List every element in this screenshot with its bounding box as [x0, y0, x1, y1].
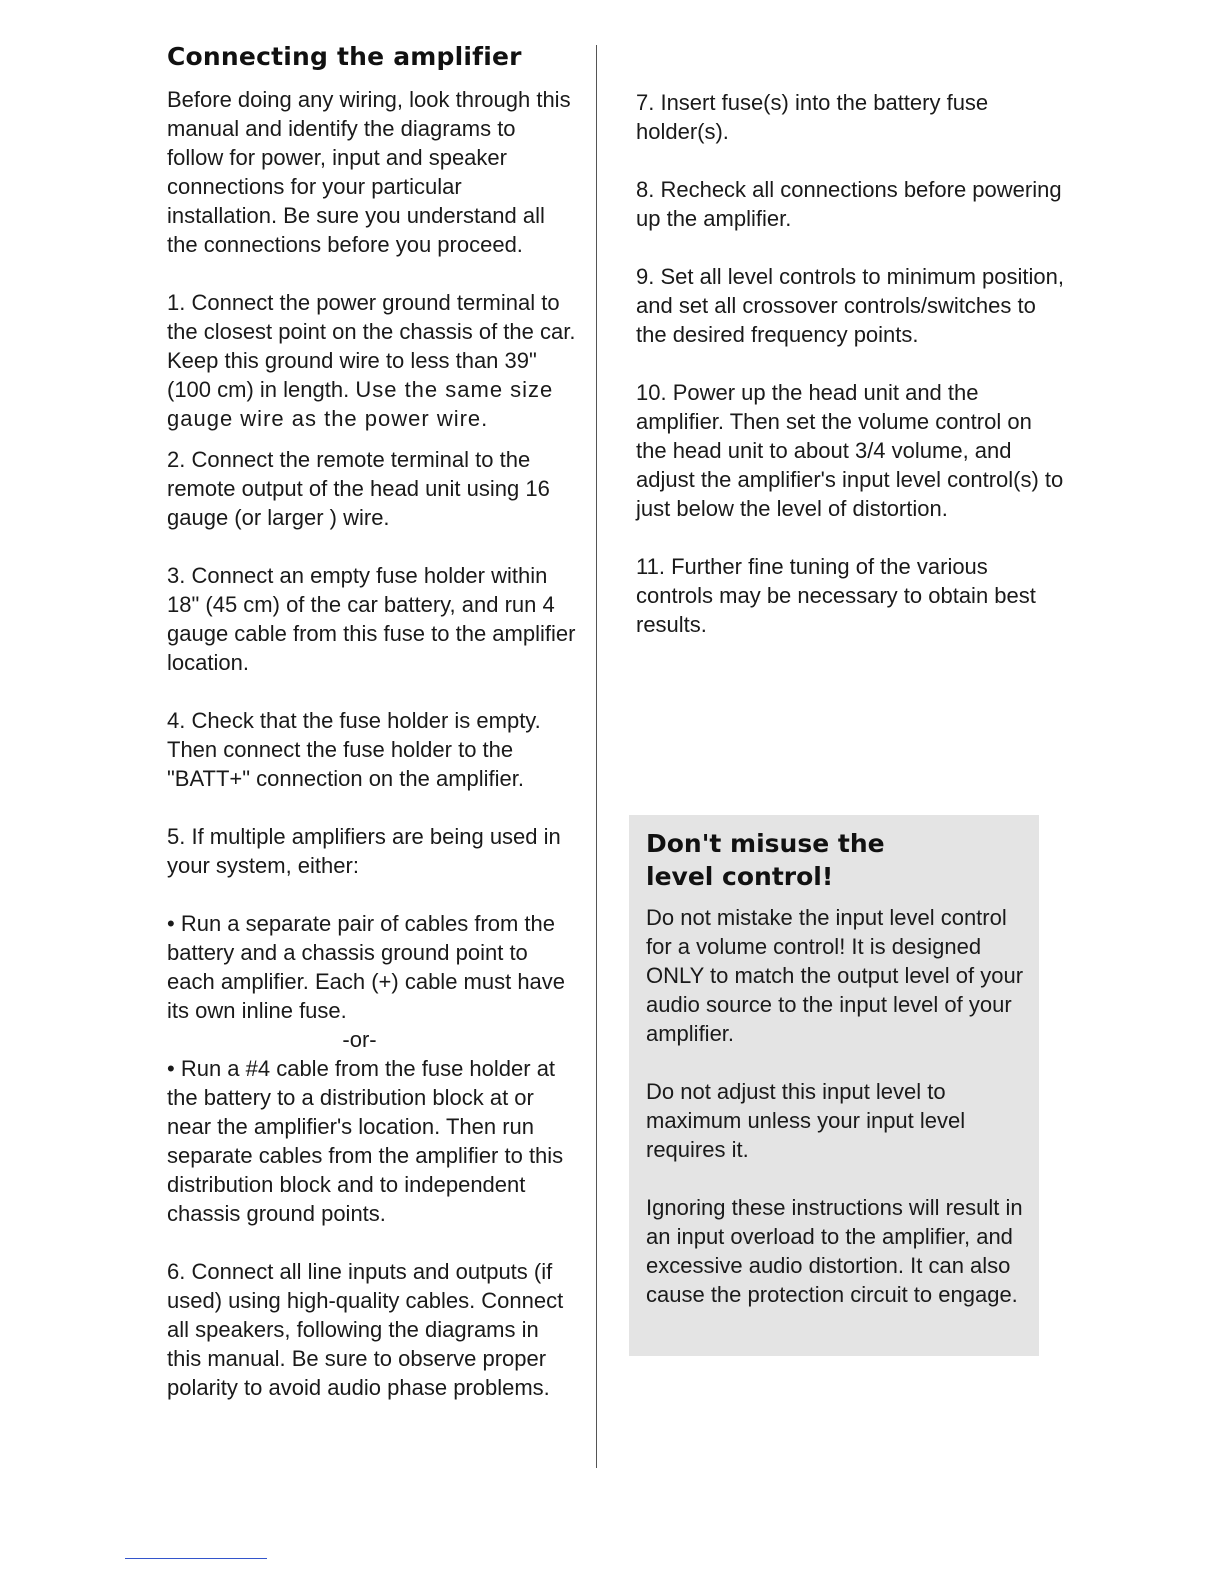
bullet-option-1: • Run a separate pair of cables from the battery and a chassis ground point to each amplifier. Each (+) cable must have its own inline fuse.: [167, 911, 566, 1023]
step-9: 9. Set all level controls to minimum position, and set all crossover controls/switches to the desired frequency points.: [636, 264, 1064, 347]
step-1: [167, 288, 577, 433]
step-4: 4. Check that the fuse holder is empty. Then connect the fuse holder to the "BATT+" connection on the amplifier.: [167, 708, 541, 791]
step-2: 2. Connect the remote terminal to the remote output of the head unit using 16 gauge (or larger ) wire.: [167, 447, 550, 530]
intro-paragraph: Before doing any wiring, look through this manual and identify the diagrams to follow for power, input and speaker connections for your particular installation. Be sure you understand all the connections before you proceed.: [167, 87, 571, 257]
step-3: 3. Connect an empty fuse holder within 18" (45 cm) of the car battery, and run 4 gauge cable from this fuse to the amplifier location.: [167, 563, 576, 675]
step-10: 10. Power up the head unit and the amplifier. Then set the volume control on the head unit to about 3/4 volume, and adjust the amplifier's input level control(s) to just below the level of distortion.: [636, 380, 1064, 521]
callout-content: [646, 827, 1036, 1309]
bullet-option-2: • Run a #4 cable from the fuse holder at the battery to a distribution block at or near the amplifier's location. Then run separate cables from the amplifier to this distribution block and to independent chassis ground points.: [167, 1056, 564, 1226]
step-8: 8. Recheck all connections before powering up the amplifier.: [636, 177, 1062, 231]
right-column: [636, 88, 1066, 639]
step-7: 7. Insert fuse(s) into the battery fuse holder(s).: [636, 90, 989, 144]
callout-title-line-1: Don't misuse the: [646, 829, 885, 858]
step-1-text: 1. Connect the power ground terminal to the closest point on the chassis of the car. Keep this ground wire to less than 39" (100 cm) in length.: [167, 290, 576, 402]
step-1-tail: Use the same size gauge wire as the power wire.: [167, 377, 554, 431]
left-column: [167, 42, 577, 1402]
callout-title: [646, 827, 1036, 893]
or-separator: -or-: [342, 1027, 377, 1052]
warning-callout-box: [629, 815, 1039, 1356]
callout-title-line-2: level control!: [646, 862, 834, 891]
section-title: Connecting the amplifier: [167, 42, 522, 71]
footer-rule: [125, 1558, 267, 1559]
callout-paragraph-3: Ignoring these instructions will result in an input overload to the amplifier, and excessive audio distortion. It can also cause the protection circuit to engage.: [646, 1195, 1023, 1307]
callout-paragraph-2: Do not adjust this input level to maximum unless your input level requires it.: [646, 1079, 966, 1162]
step-5: 5. If multiple amplifiers are being used in your system, either:: [167, 824, 561, 878]
column-divider: [596, 45, 597, 1468]
step-6: 6. Connect all line inputs and outputs (if used) using high-quality cables. Connect all speakers, following the diagrams in this manual. Be sure to observe proper polarity to avoid audio phase problems.: [167, 1259, 564, 1400]
callout-paragraph-1: Do not mistake the input level control for a volume control! It is designed ONLY to match the output level of your audio source to the input level of your amplifier.: [646, 905, 1024, 1046]
step-11: 11. Further fine tuning of the various controls may be necessary to obtain best results.: [636, 554, 1036, 637]
